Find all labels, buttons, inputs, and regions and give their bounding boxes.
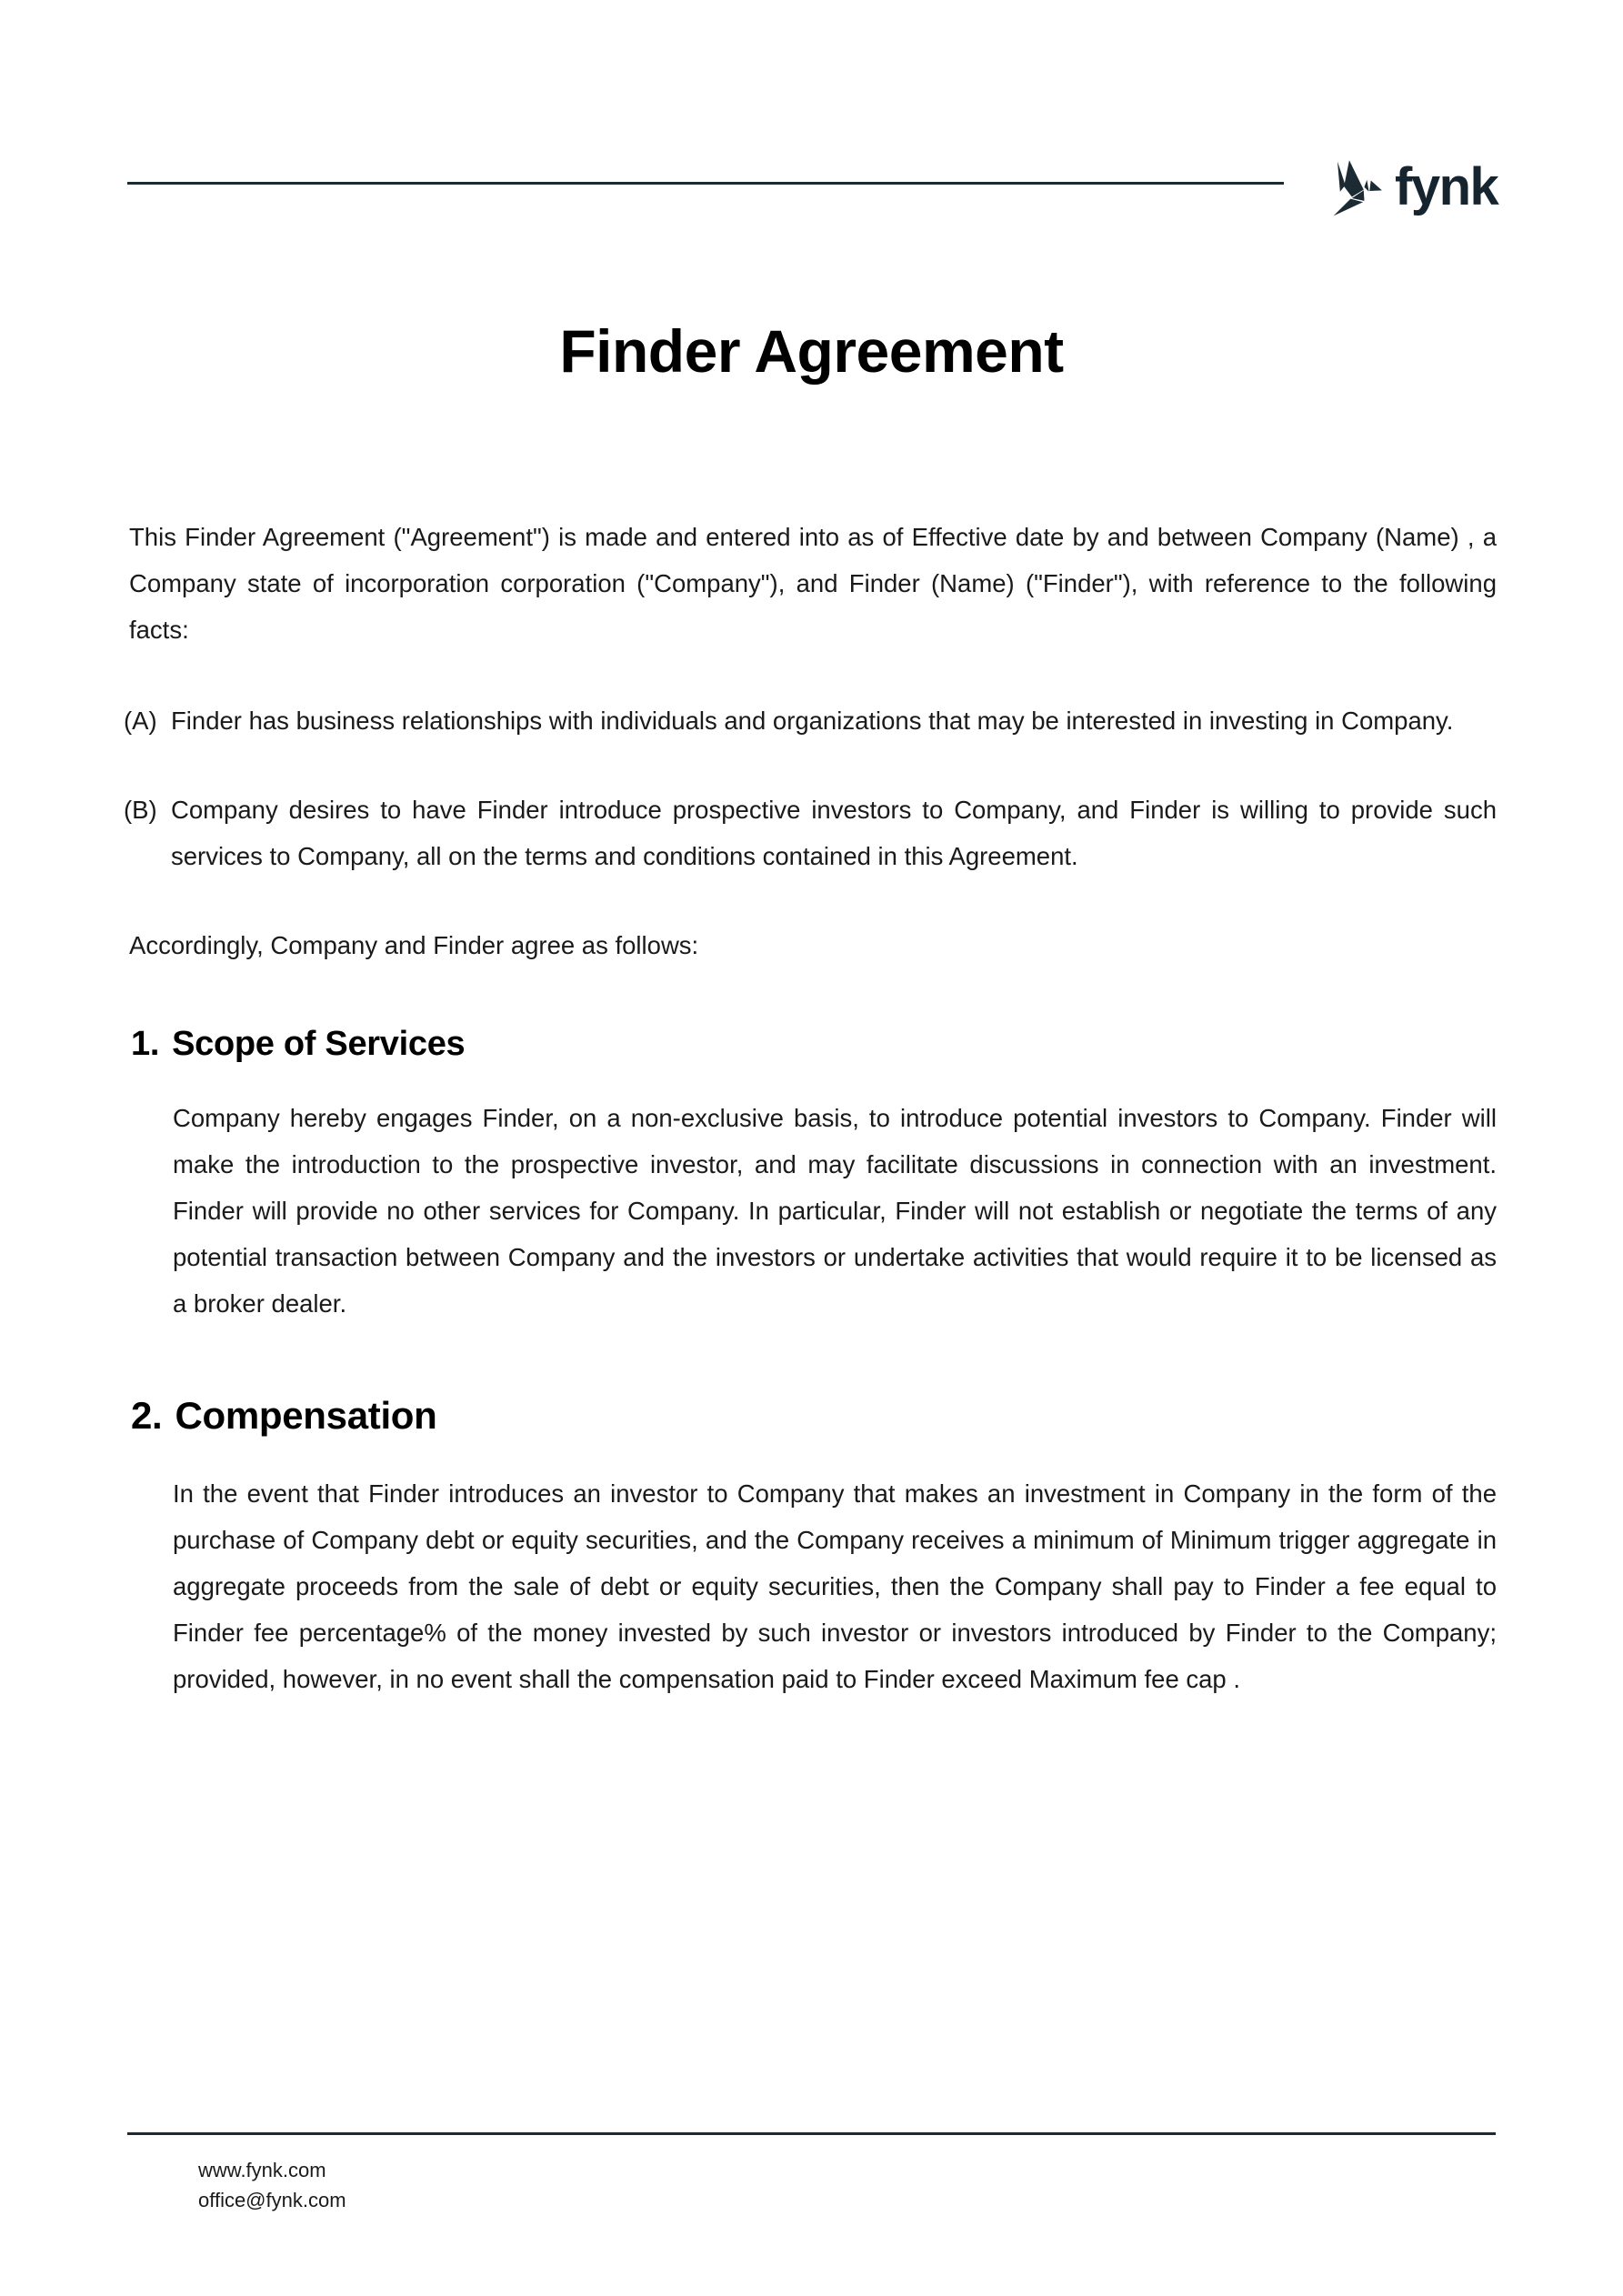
page-header xyxy=(0,0,1623,273)
section-scope-of-services xyxy=(124,1025,1497,1327)
section-1-title: Scope of Services xyxy=(172,1025,466,1063)
recital-b-text: Company desires to have Finder introduce prospective investors to Company, and Finder is willing to provide such services to Company, all on the terms and conditions contained in this Agreement. xyxy=(171,796,1497,870)
recital-a-marker: (A) xyxy=(124,707,157,735)
fynk-bird-logo-icon xyxy=(1326,154,1391,219)
section-1-body: Company hereby engages Finder, on a non-exclusive basis, to introduce potential investors to Company. Finder will make the introduction to the prospective investor, and may facilitate discussions in connection with an investment. Finder will provide no other services for Company. In particular, Finder will not establish or negotiate the terms of any potential transaction between Company and the investors or undertake activities that would require it to be licensed as a broker dealer. xyxy=(173,1104,1497,1318)
recital-b xyxy=(124,787,1497,879)
recital-a xyxy=(124,697,1497,744)
header-divider xyxy=(127,182,1284,185)
section-2-number: 2. xyxy=(131,1394,163,1437)
page-title: Finder Agreement xyxy=(559,317,1064,385)
footer-email: office@fynk.com xyxy=(198,2189,346,2211)
section-2-title: Compensation xyxy=(175,1394,437,1437)
page-footer xyxy=(127,2132,1496,2215)
fynk-logo xyxy=(1326,145,1498,227)
intro-paragraph: This Finder Agreement ("Agreement") is made and entered into as of Effective date by and between Company (Name) , a Company state of incorporation corporation ("Company"), and Finder (Name) ("Finder"), with reference to the following facts: xyxy=(129,523,1497,644)
section-compensation xyxy=(124,1394,1497,1702)
footer-website: www.fynk.com xyxy=(198,2159,326,2181)
section-2-heading xyxy=(124,1394,1497,1438)
accordingly-paragraph: Accordingly, Company and Finder agree as follows: xyxy=(129,931,699,959)
section-1-heading xyxy=(124,1025,1497,1064)
section-2-body: In the event that Finder introduces an investor to Company that makes an investment in Company in the form of the purchase of Company debt or equity securities, and the Company receives a minimum of Minimum trigger aggregate in aggregate proceeds from the sale of debt or equity securities, then the Company shall pay to Finder a fee equal to Finder fee percentage% of the money invested by such investor or investors introduced by Finder to the Company; provided, however, in no event shall the compensation paid to Finder exceed Maximum fee cap . xyxy=(173,1479,1497,1693)
fynk-wordmark: fynk xyxy=(1395,157,1498,216)
footer-contact xyxy=(127,2135,1496,2215)
section-1-number: 1. xyxy=(131,1025,160,1063)
recital-a-text: Finder has business relationships with individuals and organizations that may be interested in investing in Company. xyxy=(171,707,1454,735)
recital-b-marker: (B) xyxy=(124,796,157,824)
document-body xyxy=(124,514,1497,1702)
